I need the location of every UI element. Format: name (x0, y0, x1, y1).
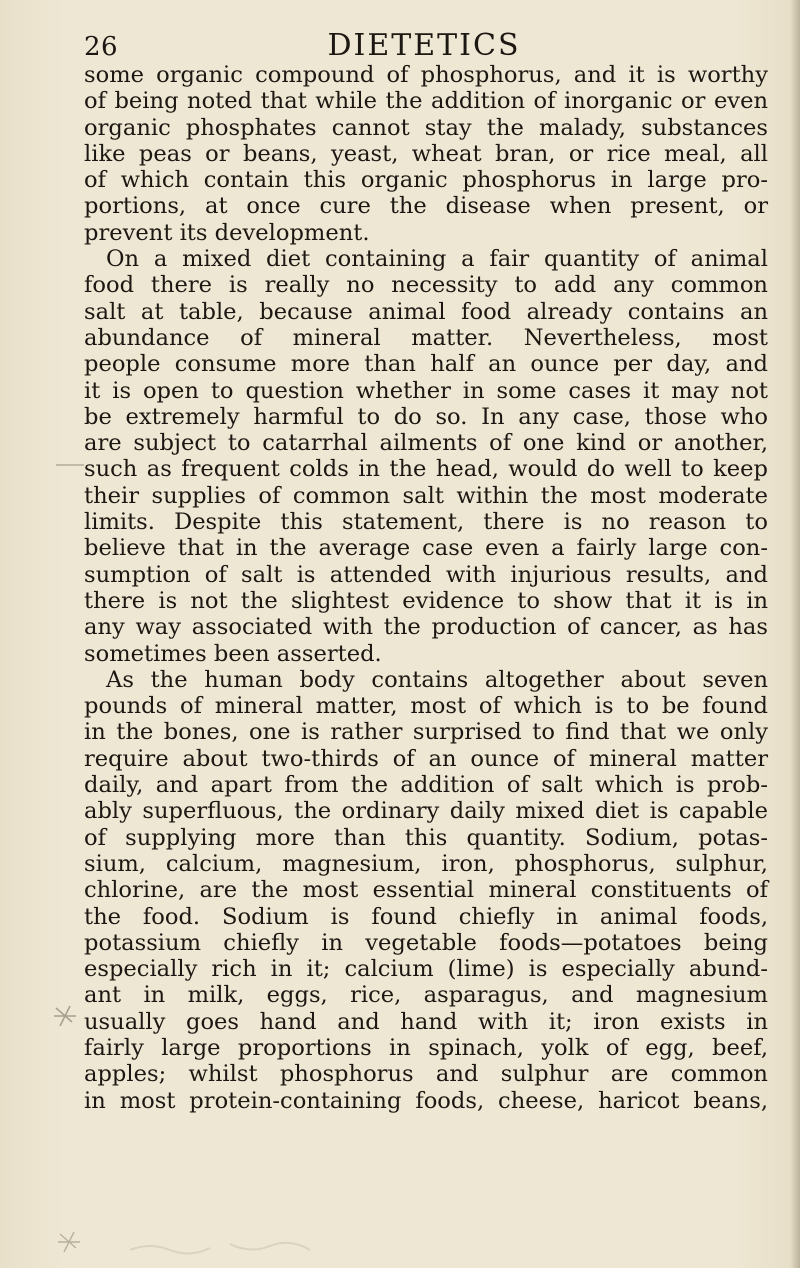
text-line: sumption of salt is attended with injurious results, and (84, 561, 768, 588)
text-line: portions, at once cure the disease when present, or (84, 193, 768, 220)
text-line: prevent its development. (84, 219, 370, 246)
text-line: of supplying more than this quantity. Sodium, potas- (84, 824, 768, 851)
text-line: abundance of mineral matter. Nevertheless, most (84, 324, 768, 351)
margin-pencil-dash (56, 462, 86, 468)
text-line: On a mixed diet containing a fair quantity of animal (106, 246, 768, 273)
text-line: ant in milk, eggs, rice, asparagus, and magnesium (84, 982, 768, 1009)
text-line: people consume more than half an ounce per day, and (84, 351, 768, 378)
running-title: DIETETICS (327, 28, 521, 63)
text-line: of which contain this organic phosphorus in large pro- (84, 167, 768, 194)
text-line: in most protein-containing foods, cheese, haricot beans, (84, 1087, 768, 1114)
text-line: potassium chiefly in vegetable foods—potatoes being (84, 929, 768, 956)
text-line: apples; whilst phosphorus and sulphur are common (84, 1061, 768, 1088)
bleed-through-smudge (120, 1232, 320, 1262)
text-line: are subject to catarrhal ailments of one kind or another, (84, 430, 768, 457)
text-line: such as frequent colds in the head, would do well to keep (84, 456, 768, 483)
text-line: in the bones, one is rather surprised to find that we only (84, 719, 768, 746)
text-line: it is open to question whether in some cases it may not (84, 377, 768, 404)
text-line: daily, and apart from the addition of salt which is prob- (84, 772, 768, 799)
text-line: As the human body contains altogether about seven (106, 666, 768, 693)
text-line: believe that in the average case even a fairly large con- (84, 535, 768, 562)
text-line: sium, calcium, magnesium, iron, phosphorus, sulphur, (84, 850, 768, 877)
text-line: food there is really no necessity to add any common (84, 272, 768, 299)
text-line: limits. Despite this statement, there is no reason to (84, 509, 768, 536)
text-line: like peas or beans, yeast, wheat bran, or rice meal, all (84, 140, 768, 167)
text-line: fairly large proportions in spinach, yolk of egg, beef, (84, 1034, 768, 1061)
margin-pencil-mark (52, 1002, 78, 1030)
body-text (84, 62, 768, 1114)
text-line: chlorine, are the most essential mineral constituents of (84, 877, 768, 904)
text-line: usually goes hand and hand with it; iron exists in (84, 1008, 768, 1035)
text-line: salt at table, because animal food already contains an (84, 298, 768, 325)
text-line: pounds of mineral matter, most of which is to be found (84, 693, 768, 720)
text-line: their supplies of common salt within the most moderate (84, 482, 768, 509)
text-line: of being noted that while the addition of inorganic or even (84, 88, 768, 115)
text-line: the food. Sodium is found chiefly in animal foods, (84, 903, 768, 930)
text-line: ably superfluous, the ordinary daily mixed diet is capable (84, 798, 768, 825)
text-line: organic phosphates cannot stay the malady, substances (84, 114, 768, 141)
text-line: be extremely harmful to do so. In any case, those who (84, 403, 768, 430)
page-number: 26 (84, 32, 119, 62)
text-line: require about two-thirds of an ounce of mineral matter (84, 745, 768, 772)
text-line: any way associated with the production of cancer, as has (84, 614, 768, 641)
margin-pencil-mark-lower (56, 1228, 82, 1256)
text-line: some organic compound of phosphorus, and it is worthy (84, 62, 768, 88)
page-edge-shadow (790, 0, 800, 1268)
text-line: sometimes been asserted. (84, 640, 382, 667)
text-line: especially rich in it; calcium (lime) is especially abund- (84, 956, 768, 983)
text-line: there is not the slightest evidence to show that it is in (84, 587, 768, 614)
